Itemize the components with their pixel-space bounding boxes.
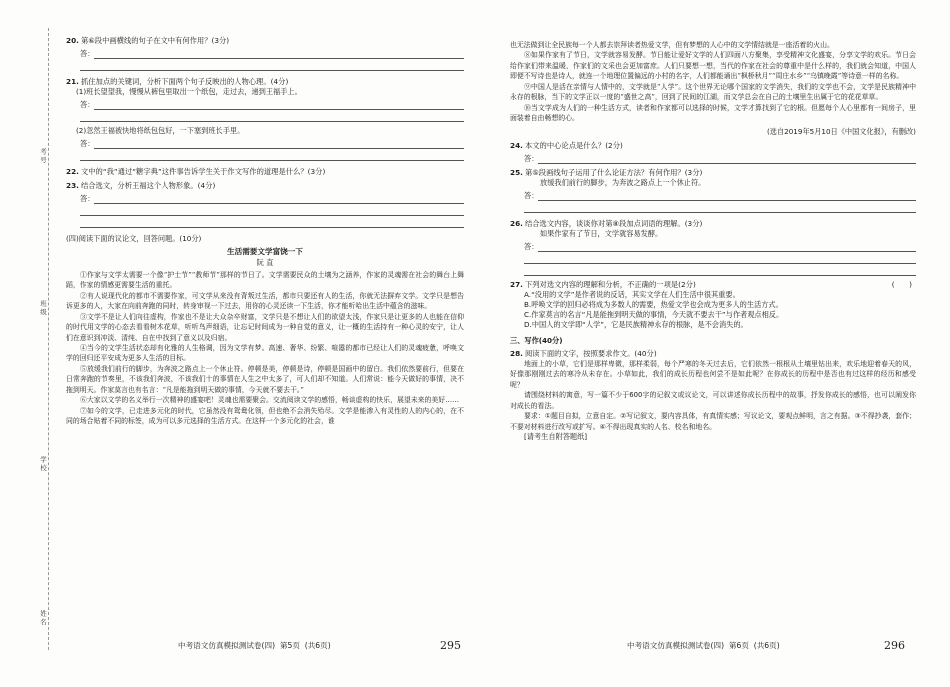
article-paragraph: ⑥大家以文学的名义举行一次精神的盛宴吧！灵魂也需要聚会。交流阅读文学的感悟，畅谈虚构的快乐，展望未来的美好……: [80, 396, 459, 405]
question-26: 26. 结合选文内容，谈谈你对第⑧段加点词语的理解。(3分) 如果作家有了节日，文学就容易发酵。 答：: [510, 219, 916, 276]
right-footer: 中考语文仿真模拟测试卷(四) 第6页 (共6页): [627, 641, 780, 650]
writing-requirements: 要求：①题目自拟，立意自定。②写记叙文，要内容具体，有真情实感；写议论文，要观点鲜明，言之有据。③不得抄袭，套作；不要对材料进行改写或扩写。④不得出现真实的人名、校名和地名。: [510, 412, 916, 431]
binding-label-class: 班级: [38, 300, 47, 317]
question-22: 22. 文中的“我”通过“糖字典”这件事告诉学生关于作文写作的道理是什么？(3分): [66, 167, 326, 176]
right-page: [510, 40, 916, 446]
question-28-stem: 阅读下面的文字，按照要求作文。(40分): [524, 348, 657, 358]
answer-line[interactable]: [524, 201, 916, 213]
article-paragraph: ②有人说现代化的都市不需要作家，可文学从来没有背叛过生活，都市只要还有人的生活，你就无法摒弃文学。文学只是想告诉更多的人，大家在向前奔跑的同时，转身审视一下过去，用你的心灵还读一下生活，你才能听哈出生活中蕴含的滋味。: [66, 291, 464, 311]
answer-line[interactable]: 答：: [80, 46, 464, 59]
question-23-stem: 结合选文，分析王福这个人物形象。(4分): [80, 181, 216, 191]
section-4-heading: (四)阅读下面的议论文，回答问题。(10分): [66, 234, 202, 244]
article-source: (选自2019年5月10日《中国文化报》，有删改): [766, 126, 916, 136]
binding-label-school: 学校: [38, 456, 47, 473]
writing-task: 请围绕材料的寓意，写一篇不少于600字的记叙文或议论文，可以讲述你成长历程中的故事，抒发你成长的感悟，也可以阐发你对成长的看法。: [510, 391, 916, 410]
answer-line[interactable]: 答：: [524, 151, 916, 164]
answer-line[interactable]: [80, 216, 464, 228]
option-c: C.作家莫言的名言“凡是能拖到明天做的事情，今天就不要去干”与作者观点相反。: [524, 309, 784, 319]
article-paragraph: ⑦如今的文学，已走进多元化的时代，它虽然没有鸳鸯化领，但也绝不会消失殆尽。文学是能渗入有灵性的人的内心的，在不同的场合贴着不同的标签，成为可以多元选择的生活方式。在这样一个多元化的社会，谁: [66, 406, 464, 426]
article-author: 阮 直: [256, 257, 274, 267]
option-b: B.呼唤文学的回归必将成为多数人的需要，热爱文学也会成为更多人的生活方式。: [524, 299, 783, 309]
answer-line[interactable]: 答：: [80, 97, 464, 110]
binding-label-name: 姓名: [38, 610, 47, 627]
question-20-stem: 第⑥段中画横线的句子在文中有何作用？(3分): [80, 36, 230, 45]
question-21-sentence-2: (2)忽然王福被快地将纸包包好，一下塞到班长手里。: [76, 126, 245, 136]
answer-line[interactable]: [524, 252, 916, 264]
binding-margin: [0, 0, 60, 687]
question-27-stem: 下列对选文内容的理解和分析，不正确的一项是(2分): [524, 279, 696, 289]
answer-line[interactable]: [80, 59, 464, 71]
question-25-quote: 放缓我们前行的脚步，为奔波之路点上一个休止符。: [540, 177, 706, 187]
question-26-quote: 如果作家有了节日，文学就容易发酵。: [540, 228, 663, 238]
left-page-number: 295: [440, 639, 461, 652]
answer-parenthesis[interactable]: ( ): [891, 279, 912, 289]
question-21: 21. 抓住加点的关键词，分析下面两个句子反映出的人物心理。(4分) (1)班长望望我，慢慢从裤包里取出一个纸包，走过去，递到王福手上。 答： (2)忽然王福被快地将纸包包好，一下塞到班长手里。 答：: [66, 77, 464, 161]
question-28: 28. 阅读下面的文字，按照要求作文。(40分) 地面上的小草，它们是那样卑微，那样柔弱，每个严寒的冬天过去后，它们依然一根根从土壤里钻出来，欢乐地迎着春天的风，好像那刚刚过去的寒冷从未存在。小草如此，我们的成长历程也何尝不是如此呢？在你成长的历程中是否也有过这样的经历和感受呢？ 请围绕材料的寓意，写一篇不少于600字的记叙文或议论文，可以讲述你成长历程中的故事，抒发你成长的感悟，也可以阐发你对成长的看法。 要求：①题目自拟，立意自定。②写记叙文，要内容具体，有真情实感；写议论文，要观点鲜明，言之有据。③不得抄袭，套作；不要对材料进行改写或扩写。④不得出现真实的人名、校名和地名。 [请考生自附答题纸]: [510, 348, 916, 442]
article-paragraph: ④当今的文学生活状态却有化雅的人生格调，因为文学有梦。高速、奢华、纷繁、喧嚣的都市已经让人们的灵魂疲惫，呼唤文学的回归还平安成为更多人生活的目标。: [66, 343, 464, 363]
question-24: 24. 本文的中心论点是什么？(2分) 答：: [510, 141, 916, 164]
answer-line[interactable]: [80, 204, 464, 216]
article-paragraph: ⑤放缓我们前行的脚步，为奔波之路点上一个休止符。停顿是美，停顿是诗，停顿是国画中的留白。我们依然要前行，但要在日常奔跑的节奏里，不该我们奔波，不该我们十的事情在人生之中太多了，可人们却不知道。人们常说：能今天做好的事情，决不拖到明天。作家莫言也有名言：“凡是能拖到明天做的事情，今天就不要去干。”: [66, 364, 464, 394]
question-23: 23. 结合选文，分析王福这个人物形象。(4分) 答：: [66, 181, 464, 228]
option-d: D.中国人的文学即“人学”，它是民族精神永存的根脉，是不会消失的。: [524, 319, 748, 329]
article-paragraph: ⑩当文学成为人们的一种生活方式，读者和作家都可以选择的时候，文学才算找到了它的根。但愿每个人心里都有一间房子，里面装着自由畅想的心。: [510, 103, 916, 123]
article-paragraph: ①作家与文学太需要一个像“护士节”“教师节”那样的节日了。文学需要民众的土壤为之涵养，作家的灵魂需在社会的舞台上舞蹈，作家的情感更需要生活的重托。: [66, 270, 464, 290]
option-a: A.“没用的文学”是作者说的反话，其实文学在人们生活中很其重要。: [524, 289, 740, 299]
question-21-sentence-1: (1)班长望望我，慢慢从裤包里取出一个纸包，走过去，递到王福手上。: [76, 87, 302, 97]
question-27: 27. 下列对选文内容的理解和分析，不正确的一项是(2分) ( ) A.“没用的文学”是作者说的反话，其实文学在人们生活中很其重要。 B.呼唤文学的回归必将成为多数人的需要，热爱文学也会成为更多人的生活方式。 C.作家莫言的名言“凡是能拖到明天做的事情，今天就不要去干”与作者观点相反。 D.中国人的文学即“人学”，它是民族精神永存的根脉，是不会消失的。: [510, 280, 916, 330]
left-page: [66, 36, 464, 427]
question-21-stem: 抓住加点的关键词，分析下面两个句子反映出的人物心理。(4分): [80, 77, 289, 87]
answer-line[interactable]: 答：: [80, 191, 464, 204]
article-paragraph: 也无法做到让全民族每一个人都去崇拜读者热爱文学，但有梦想的人心中的文学情结就是一座活着的火山。: [510, 41, 834, 49]
binding-dashed-line: [48, 28, 49, 650]
answer-line[interactable]: [80, 110, 464, 122]
binding-label-exam-number: 考号: [38, 148, 47, 165]
answer-line[interactable]: [524, 264, 916, 276]
answer-line[interactable]: 答：: [80, 136, 464, 149]
section-3-heading: 三、写作(40分): [510, 335, 563, 345]
answer-line[interactable]: [80, 149, 464, 161]
answer-line[interactable]: 答：: [524, 239, 916, 252]
question-25-stem: 第⑤段画线句子运用了什么论证方法？有何作用？(3分): [524, 167, 703, 177]
question-22-stem: 文中的“我”通过“糖字典”这件事告诉学生关于作文写作的道理是什么？(3分): [80, 167, 326, 176]
question-26-stem: 结合选文内容，谈谈你对第⑧段加点词语的理解。(3分): [524, 218, 703, 228]
right-page-number: 296: [884, 639, 905, 652]
article-paragraph: ③文学不是让人们向往虚构，作家也不是让大众杂卒财富，文学只是不想让人们的欲望太浅，作家只是让更多的人也能在信仰的时代用文学的心态去看看树木花草，听听鸟声细语，让忘记时间成为一种自觉的意义，让一概的生活持有一种心灵的安宁，让人们在意识到冲淡、清纯、自在中找到了意义以及归宿。: [66, 312, 464, 342]
article-paragraph: ⑧如果作家有了节日，文学就容易发酵。节日能让爱好文学的人们四面八方聚集，享受精神文化盛宴，分享文学的欢乐。节日会给作家们带来温暖，作家们的文采也会更加富庶。人们只要想一想，当代的作家在社会的尊重中是什么样的，我们就会知道，中国人即便不写诗也是诗人，就连一个地理位置偏远的小村的名字，人们都能诵出“枫桥秋月”“周庄水乡”“乌镇晚霞”等诗意一样的名称。: [510, 51, 916, 81]
article-paragraph: ⑨中国人是活在亲情与人情中的，文学就是“人学”。这个世界无论哪个国家的文学消失，我们的文学也不会，文学是民族精神中永存的根脉，当下的文学正以一度的“盛世之高”，回到了民间的江湖，而文学总会在自己的土壤里生出属于它的花花草草。: [510, 82, 916, 102]
writing-material: 地面上的小草，它们是那样卑微，那样柔弱，每个严寒的冬天过去后，它们依然一根根从土壤里钻出来，欢乐地迎着春天的风，好像那刚刚过去的寒冷从未存在。小草如此，我们的成长历程也何尝不是如此呢？在你成长的历程中是否也有过这样的经历和感受呢？: [510, 359, 916, 389]
question-25: 25. 第⑤段画线句子运用了什么论证方法？有何作用？(3分) 放缓我们前行的脚步，为奔波之路点上一个休止符。 答：: [510, 168, 916, 213]
answer-line[interactable]: 答：: [524, 188, 916, 201]
answer-sheet-note: [请考生自附答题纸]: [524, 432, 588, 442]
left-footer: 中考语文仿真模拟测试卷(四) 第5页 (共6页): [178, 641, 331, 650]
article-title: 生活需要文学富饶一下: [227, 247, 303, 257]
question-20: 20. 第⑥段中画横线的句子在文中有何作用？(3分) 答：: [66, 36, 464, 71]
question-24-stem: 本文的中心论点是什么？(2分): [524, 140, 623, 150]
